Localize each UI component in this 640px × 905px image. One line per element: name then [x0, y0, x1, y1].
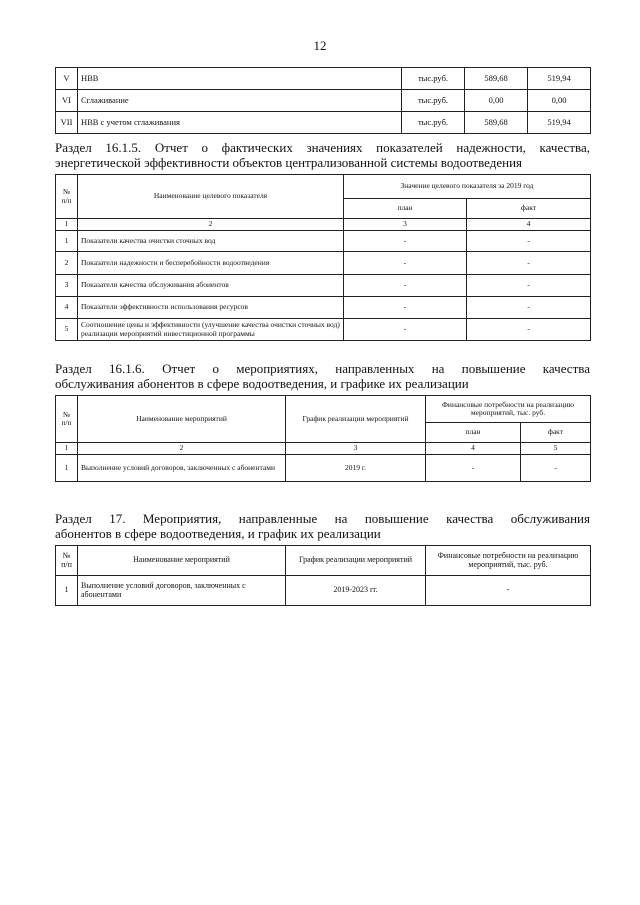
row-plan: 0,00 — [465, 90, 528, 112]
header-finance: Финансовые потребности на реализацию мероприятий, тыс. руб. — [426, 546, 591, 576]
section-title-line: энергетической эффективности объектов централизованной системы водоотведения — [55, 155, 523, 170]
row-name: Показатели качества обслуживания абонентов — [78, 275, 344, 297]
row-num: VII — [56, 112, 78, 134]
table-row — [56, 68, 591, 90]
row-num: 5 — [56, 319, 78, 341]
row-schedule: 2019-2023 гг. — [286, 576, 426, 606]
table-row — [56, 90, 591, 112]
col-number: 5 — [521, 443, 591, 455]
row-plan: 589,68 — [465, 112, 528, 134]
col-number: 2 — [78, 219, 344, 231]
header-schedule: График реализации мероприятий — [286, 546, 426, 576]
header-value: Значение целевого показателя за 2019 год — [344, 175, 591, 199]
row-schedule: 2019 г. — [286, 455, 426, 482]
row-name: Выполнение условий договоров, заключенных с абонентами — [78, 455, 286, 482]
column-numbers-row — [56, 443, 591, 455]
table-row — [56, 231, 591, 252]
header-fact: факт — [521, 423, 591, 443]
row-num: 1 — [56, 455, 78, 482]
table-row — [56, 455, 591, 482]
row-num: 2 — [56, 252, 78, 275]
header-name: Наименование целевого показателя — [78, 175, 344, 219]
section-title-line: Раздел 16.1.6. Отчет о мероприятиях, направленных на повышение качества — [55, 361, 590, 376]
row-num: V — [56, 68, 78, 90]
row-name: Показатели эффективности использования ресурсов — [78, 297, 344, 319]
row-fact: - — [467, 275, 591, 297]
header-finance: Финансовые потребности на реализацию мероприятий, тыс. руб. — [426, 396, 591, 423]
table-row — [56, 297, 591, 319]
row-num: 1 — [56, 231, 78, 252]
row-plan: - — [426, 455, 521, 482]
row-num: VI — [56, 90, 78, 112]
row-name: Показатели надежности и бесперебойности водоотведения — [78, 252, 344, 275]
column-numbers-row — [56, 219, 591, 231]
row-num: 3 — [56, 275, 78, 297]
row-num: 1 — [56, 576, 78, 606]
row-name: Показатели качества очистки сточных вод — [78, 231, 344, 252]
row-finance: - — [426, 576, 591, 606]
table-row — [56, 576, 591, 606]
top-table — [55, 67, 591, 134]
col-number: 4 — [467, 219, 591, 231]
table-row — [56, 252, 591, 275]
col-number: 1 — [56, 219, 78, 231]
header-name: Наименование мероприятий — [78, 396, 286, 443]
row-fact: - — [467, 297, 591, 319]
col-number: 1 — [56, 443, 78, 455]
row-plan: - — [344, 319, 467, 341]
section-17-title — [55, 511, 590, 541]
row-name: НВВ — [78, 68, 402, 90]
row-fact: 0,00 — [528, 90, 591, 112]
measures-report-table — [55, 395, 591, 482]
col-number: 3 — [286, 443, 426, 455]
section-16-1-6-title — [55, 361, 590, 391]
header-num: № п/п — [56, 396, 78, 443]
row-name: Сглаживание — [78, 90, 402, 112]
header-schedule: График реализации мероприятий — [286, 396, 426, 443]
header-name: Наименование мероприятий — [78, 546, 286, 576]
row-plan: - — [344, 297, 467, 319]
row-name: Выполнение условий договоров, заключенных с абонентами — [78, 576, 286, 606]
row-unit: тыс.руб. — [402, 90, 465, 112]
col-number: 3 — [344, 219, 467, 231]
header-fact: факт — [467, 199, 591, 219]
section-title-line: обслуживания абонентов в сфере водоотведения, и графике их реализации — [55, 376, 469, 391]
indicators-table — [55, 174, 591, 341]
row-plan: 589,68 — [465, 68, 528, 90]
row-fact: - — [467, 252, 591, 275]
row-plan: - — [344, 231, 467, 252]
row-fact: 519,94 — [528, 112, 591, 134]
table-row — [56, 319, 591, 341]
row-num: 4 — [56, 297, 78, 319]
section-16-1-5-title — [55, 140, 590, 170]
col-number: 4 — [426, 443, 521, 455]
row-unit: тыс.руб. — [402, 68, 465, 90]
row-fact: 519,94 — [528, 68, 591, 90]
header-plan: план — [344, 199, 467, 219]
header-num: № п/п — [56, 175, 78, 219]
row-fact: - — [467, 231, 591, 252]
col-number: 2 — [78, 443, 286, 455]
row-fact: - — [467, 319, 591, 341]
measures-plan-table — [55, 545, 591, 606]
section-title-line: Раздел 17. Мероприятия, направленные на повышение качества обслуживания — [55, 511, 590, 526]
row-plan: - — [344, 252, 467, 275]
row-plan: - — [344, 275, 467, 297]
section-title-line: абонентов в сфере водоотведения, и график их реализации — [55, 526, 381, 541]
table-row — [56, 275, 591, 297]
table-row — [56, 112, 591, 134]
header-plan: план — [426, 423, 521, 443]
row-name: НВВ с учетом сглаживания — [78, 112, 402, 134]
section-title-line: Раздел 16.1.5. Отчет о фактических значениях показателей надежности, качества, — [55, 140, 590, 155]
page-number: 12 — [313, 38, 327, 53]
row-name: Соотношение цены и эффективности (улучшение качества очистки сточных вод) реализации мероприятий инвестиционной программы — [78, 319, 344, 341]
row-unit: тыс.руб. — [402, 112, 465, 134]
header-num: № п/п — [56, 546, 78, 576]
row-fact: - — [521, 455, 591, 482]
